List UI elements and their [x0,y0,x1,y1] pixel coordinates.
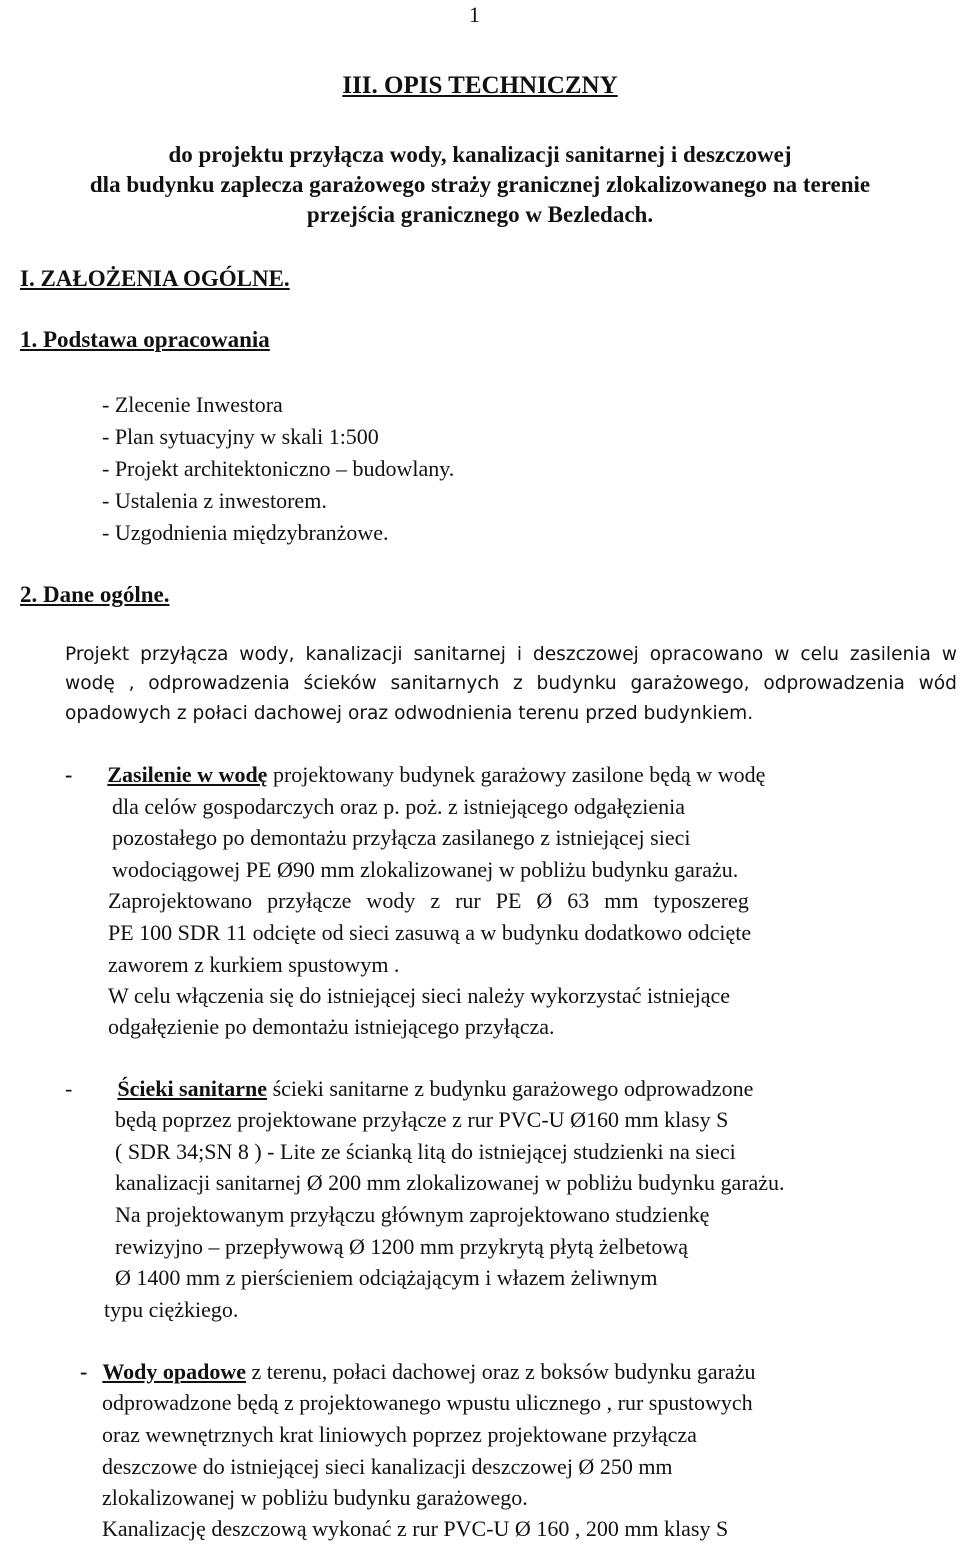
water-line-1-rest: projektowany budynek garażowy zasilone będą w wodę [267,762,766,787]
subheading-podstawa-opracowania: 1. Podstawa opracowania [20,327,270,352]
subtitle-line-3: przejścia granicznego w Bezledach. [306,202,654,227]
sewage-label: Ścieki sanitarne [117,1076,268,1101]
water-line: PE 100 SDR 11 odcięte od sieci zasuwą a w budynku dodatkowo odcięte [108,920,752,945]
sewage-line: rewizyjno – przepływową Ø 1200 mm przykrytą płytą żelbetową [115,1234,689,1259]
rain-line: zlokalizowanej w pobliżu budynku garażowego. [102,1485,528,1510]
sewage-line: ( SDR 34;SN 8 ) - Lite ze ścianką litą do istniejącej studzienki na sieci [115,1139,736,1164]
water-section-first-line [65,762,765,788]
water-line: W celu włączenia się do istniejącej sieci należy wykorzystać istniejące [108,983,731,1008]
sewage-section-first-line [65,1076,753,1102]
basis-item: - Ustalenia z inwestorem. [102,488,327,513]
rain-line: deszczowe do istniejącej sieci kanalizacji deszczowej Ø 250 mm [102,1454,673,1479]
page-number: 1 [469,2,480,27]
rain-line: oraz wewnętrznych krat liniowych poprzez projektowane przyłącza [102,1422,697,1447]
water-line: odgałęzienie po demontażu istniejącego przyłącza. [108,1014,555,1039]
general-paragraph: Projekt przyłącza wody, kanalizacji sanitarnej i deszczowej opracowano w celu zasilenia w wodę , odprowadzenia ścieków sanitarnych z budynku garażowego, odprowadzenia wód opadowych z połaci dachowej oraz odwodnienia terenu przed budynkiem. [65,644,957,724]
water-line: wodociągowej PE Ø90 mm zlokalizowanej w pobliżu budynku garażu. [112,857,739,882]
basis-item: - Zlecenie Inwestora [102,392,283,417]
sewage-line: kanalizacji sanitarnej Ø 200 mm zlokalizowanej w pobliżu budynku garażu. [115,1170,785,1195]
basis-item: - Plan sytuacyjny w skali 1:500 [102,424,379,449]
water-label: Zasilenie w wodę [107,762,268,787]
rain-line-1-rest: z terenu, połaci dachowej oraz z boksów budynku garażu [245,1359,756,1384]
sewage-line: będą poprzez projektowane przyłącze z rur PVC-U Ø160 mm klasy S [115,1107,729,1132]
basis-item: - Projekt architektoniczno – budowlany. [102,456,455,481]
water-dash: - [65,762,73,787]
rain-line: odprowadzone będą z projektowanego wpustu ulicznego , rur spustowych [102,1390,753,1415]
water-line: Zaprojektowano przyłącze wody z rur PE Ø 63 mm typoszereg [108,888,749,913]
sewage-line: Na projektowanym przyłączu głównym zaprojektowano studzienkę [115,1202,710,1227]
sewage-dash: - [65,1076,73,1101]
heading-zalozenia-ogolne: I. ZAŁOŻENIA OGÓLNE. [20,266,290,291]
sewage-line-1-rest: ścieki sanitarne z budynku garażowego odprowadzone [267,1076,754,1101]
water-line: zaworem z kurkiem spustowym . [108,952,400,977]
subheading-dane-ogolne: 2. Dane ogólne. [20,582,170,607]
rain-section-first-line [80,1359,755,1385]
water-line: pozostałego po demontażu przyłącza zasilanego z istniejącej sieci [112,825,691,850]
rain-dash: - [80,1359,88,1384]
subtitle-line-2: dla budynku zaplecza garażowego straży granicznej zlokalizowanego na terenie [89,172,871,197]
section-title: III. OPIS TECHNICZNY [342,72,618,99]
subtitle-line-1: do projektu przyłącza wody, kanalizacji sanitarnej i deszczowej [168,142,792,167]
rain-line: Kanalizację deszczową wykonać z rur PVC-U Ø 160 , 200 mm klasy S [102,1516,729,1541]
sewage-line: typu ciężkiego. [104,1297,239,1322]
water-line: dla celów gospodarczych oraz p. poż. z istniejącego odgałęzienia [112,794,685,819]
sewage-line: Ø 1400 mm z pierścieniem odciążającym i włazem żeliwnym [115,1265,658,1290]
basis-item: - Uzgodnienia międzybranżowe. [102,520,389,545]
rain-label: Wody opadowe [102,1359,246,1384]
